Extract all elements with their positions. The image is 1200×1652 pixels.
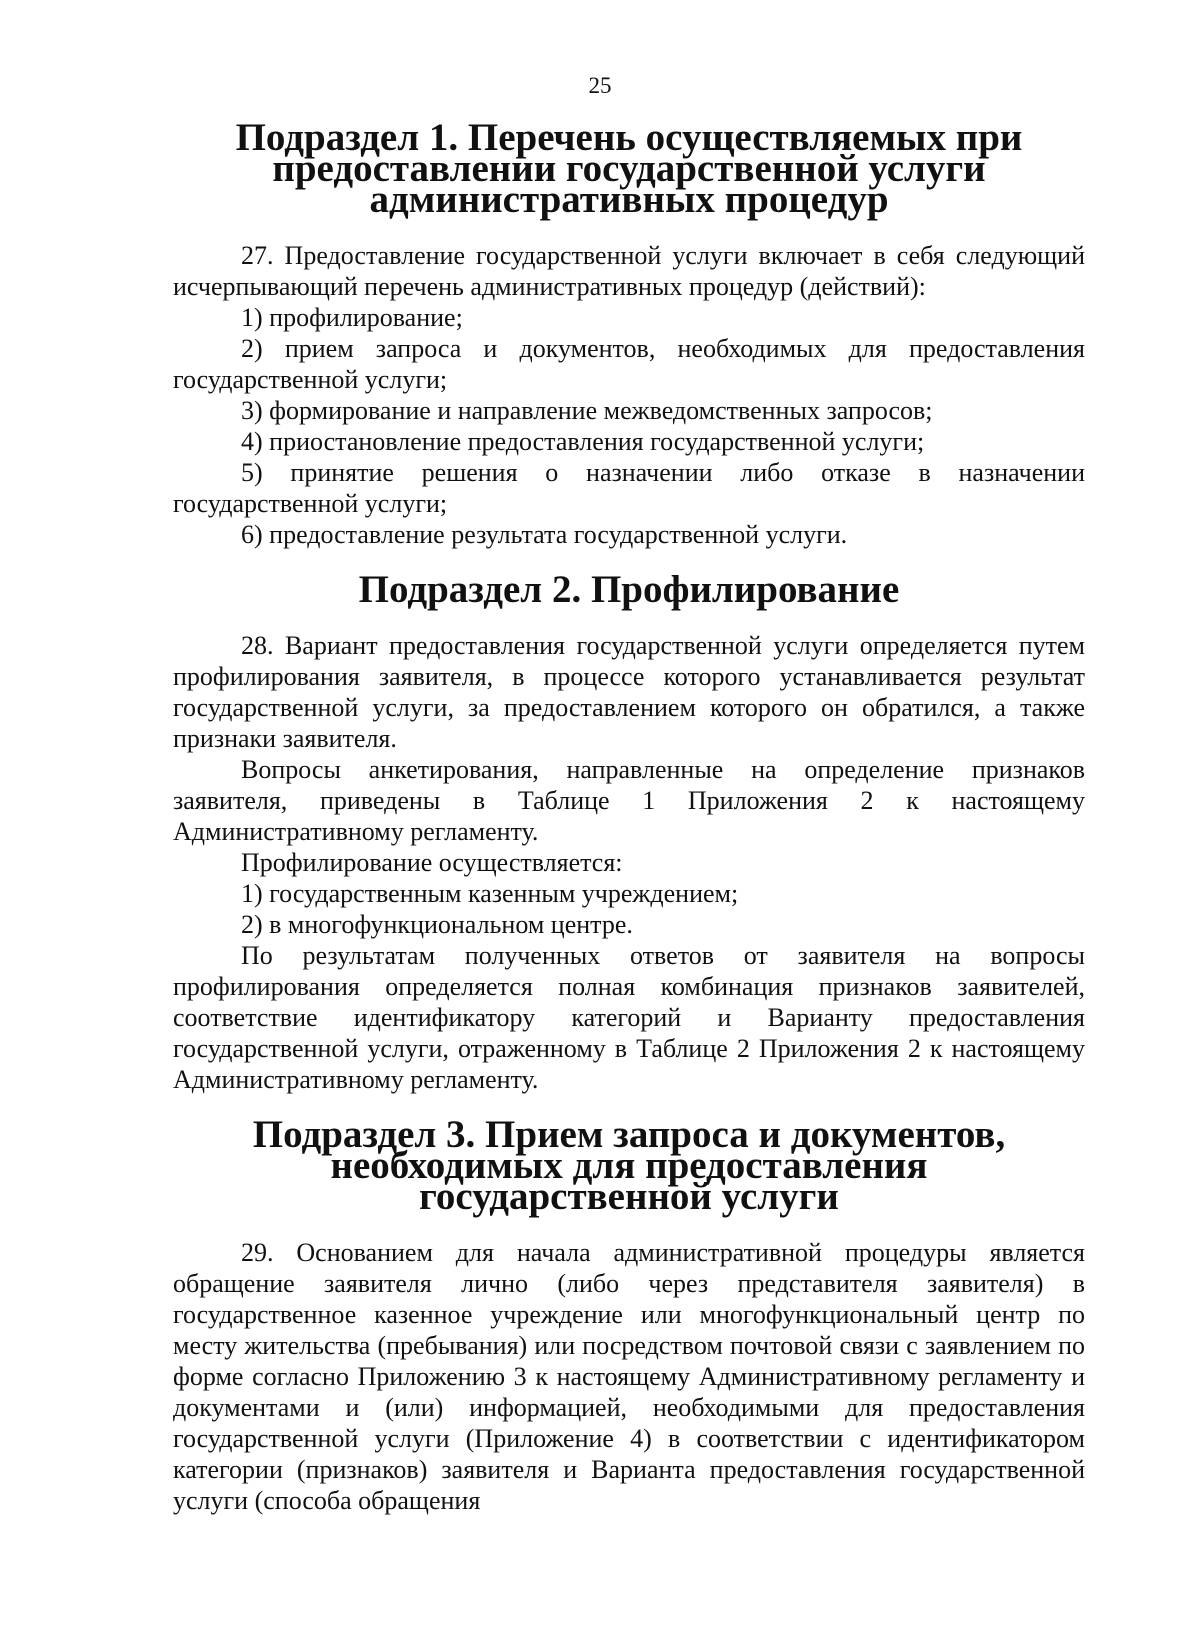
section1-heading: Подраздел 1. Перечень осуществляемых при предоставлении государственной услуги административных процедур — [235, 116, 1023, 221]
section1-intro: 27. Предоставление государственной услуги включает в себя следующий исчерпывающий перечень административных процедур (действий): — [173, 241, 1085, 301]
section2-item: 1) государственным казенным учреждением; — [241, 879, 739, 908]
section3-paragraph: 29. Основанием для начала административной процедуры является обращение заявителя лично (либо через представителя заявителя) в государственное казенное учреждение или многофункциональный центр по месту жительства (пребывания) или посредством почтовой связи с заявлением по форме согласно Приложению 3 к настоящему Административному регламенту и документами и (или) информацией, необходимыми для предоставления государственной услуги (Приложение 4) в соответствии с идентификатором категории (признаков) заявителя и Варианта предоставления государственной услуги (способа обращения — [173, 1238, 1085, 1515]
section1-item: 5) принятие решения о назначении либо отказе в назначении государственной услуги; — [173, 458, 1085, 518]
section3-heading: Подраздел 3. Прием запроса и документов, необходимых для предоставления государственной услуги — [252, 1113, 1006, 1218]
section1-item: 3) формирование и направление межведомственных запросов; — [241, 396, 933, 425]
section1-item: 4) приостановление предоставления государственной услуги; — [241, 427, 925, 456]
section2-paragraph: Профилирование осуществляется: — [241, 848, 623, 877]
section1-item: 6) предоставление результата государственной услуги. — [241, 520, 848, 549]
section1-item: 1) профилирование; — [241, 303, 463, 332]
document-body — [173, 116, 1085, 1516]
section2-item: 2) в многофункциональном центре. — [241, 910, 633, 939]
section2-paragraph: 28. Вариант предоставления государственной услуги определяется путем профилирования заявителя, в процессе которого устанавливается результат государственной услуги, за предоставлением которого он обратился, а также признаки заявителя. — [173, 631, 1085, 753]
page-number: 25 — [588, 73, 612, 98]
section2-paragraph: Вопросы анкетирования, направленные на определение признаков заявителя, приведены в Таблице 1 Приложения 2 к настоящему Административному регламенту. — [173, 755, 1085, 846]
section1-item: 2) прием запроса и документов, необходимых для предоставления государственной услуги; — [173, 334, 1085, 394]
section2-paragraph: По результатам полученных ответов от заявителя на вопросы профилирования определяется полная комбинация признаков заявителей, соответствие идентификатору категорий и Варианту предоставления государственной услуги, отраженному в Таблице 2 Приложения 2 к настоящему Административному регламенту. — [173, 941, 1085, 1094]
section2-heading: Подраздел 2. Профилирование — [358, 568, 900, 611]
